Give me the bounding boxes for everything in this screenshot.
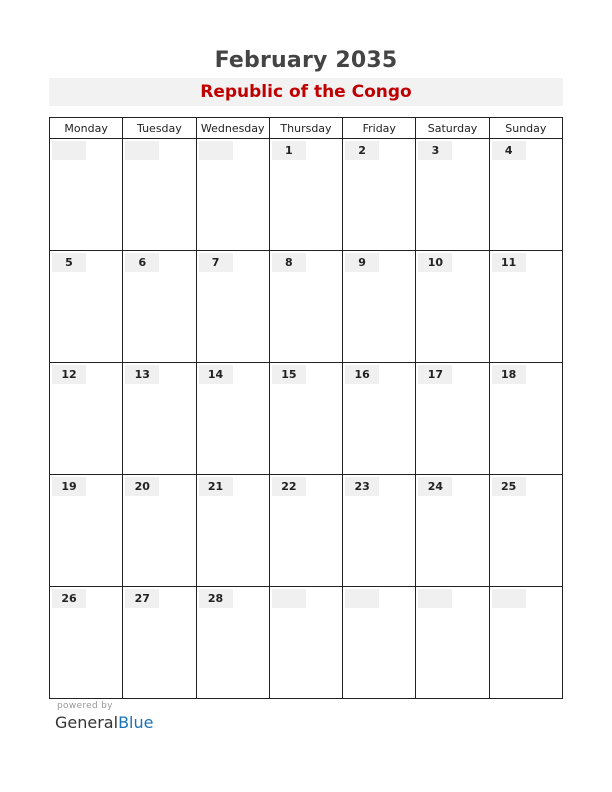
weekday-header: Thursday <box>269 118 342 139</box>
day-number: 13 <box>125 365 159 384</box>
day-cell <box>196 139 269 251</box>
day-cell <box>343 475 416 587</box>
week-row <box>50 251 563 363</box>
day-number: 18 <box>492 365 526 384</box>
weekday-header: Friday <box>343 118 416 139</box>
day-number: 16 <box>345 365 379 384</box>
week-row <box>50 475 563 587</box>
day-cell <box>416 587 489 699</box>
day-number: 19 <box>52 477 86 496</box>
day-cell <box>123 363 196 475</box>
day-number: 17 <box>418 365 452 384</box>
day-number: 1 <box>272 141 306 160</box>
footer <box>55 701 153 732</box>
day-number: 9 <box>345 253 379 272</box>
day-number: 12 <box>52 365 86 384</box>
day-number: 14 <box>199 365 233 384</box>
day-cell <box>123 587 196 699</box>
country-name: Republic of the Congo <box>49 78 563 106</box>
day-number: 25 <box>492 477 526 496</box>
day-cell <box>123 251 196 363</box>
day-number: 10 <box>418 253 452 272</box>
day-number: 2 <box>345 141 379 160</box>
day-number: 11 <box>492 253 526 272</box>
week-row <box>50 363 563 475</box>
day-cell <box>269 475 342 587</box>
day-cell <box>343 587 416 699</box>
day-cell <box>196 363 269 475</box>
day-cell <box>269 587 342 699</box>
weekday-header: Saturday <box>416 118 489 139</box>
day-cell <box>269 251 342 363</box>
day-number: 22 <box>272 477 306 496</box>
day-cell <box>489 251 562 363</box>
day-cell <box>50 139 123 251</box>
weekday-header-row <box>50 118 563 139</box>
day-cell <box>123 139 196 251</box>
day-number: 26 <box>52 589 86 608</box>
day-cell <box>123 475 196 587</box>
day-cell <box>416 251 489 363</box>
day-number <box>125 141 159 160</box>
day-number <box>52 141 86 160</box>
day-number <box>199 141 233 160</box>
brand-general: General <box>55 713 119 732</box>
day-cell <box>489 587 562 699</box>
day-cell <box>269 139 342 251</box>
day-number: 27 <box>125 589 159 608</box>
generalblue-logo[interactable] <box>55 713 153 732</box>
day-cell <box>416 475 489 587</box>
day-cell <box>50 475 123 587</box>
weekday-header: Sunday <box>489 118 562 139</box>
day-number: 7 <box>199 253 233 272</box>
day-cell <box>269 363 342 475</box>
day-cell <box>50 587 123 699</box>
day-cell <box>416 363 489 475</box>
day-cell <box>196 251 269 363</box>
day-number <box>492 589 526 608</box>
day-cell <box>489 139 562 251</box>
day-cell <box>196 587 269 699</box>
day-cell <box>489 475 562 587</box>
day-number: 21 <box>199 477 233 496</box>
day-number: 6 <box>125 253 159 272</box>
day-number <box>418 589 452 608</box>
day-number: 5 <box>52 253 86 272</box>
day-cell <box>50 251 123 363</box>
day-number: 4 <box>492 141 526 160</box>
day-cell <box>416 139 489 251</box>
calendar-grid <box>49 117 563 699</box>
weekday-header: Wednesday <box>196 118 269 139</box>
day-number: 15 <box>272 365 306 384</box>
day-number: 8 <box>272 253 306 272</box>
week-row <box>50 587 563 699</box>
brand-blue: Blue <box>118 713 154 732</box>
day-number <box>345 589 379 608</box>
day-cell <box>50 363 123 475</box>
day-cell <box>343 139 416 251</box>
day-number: 3 <box>418 141 452 160</box>
day-number: 23 <box>345 477 379 496</box>
calendar-title: February 2035 <box>214 48 398 73</box>
weekday-header: Tuesday <box>123 118 196 139</box>
day-cell <box>343 363 416 475</box>
day-number: 24 <box>418 477 452 496</box>
week-row <box>50 139 563 251</box>
day-number <box>272 589 306 608</box>
day-cell <box>489 363 562 475</box>
day-cell <box>196 475 269 587</box>
day-number: 20 <box>125 477 159 496</box>
day-number: 28 <box>199 589 233 608</box>
weekday-header: Monday <box>50 118 123 139</box>
day-cell <box>343 251 416 363</box>
powered-by-label: powered by <box>57 701 113 711</box>
